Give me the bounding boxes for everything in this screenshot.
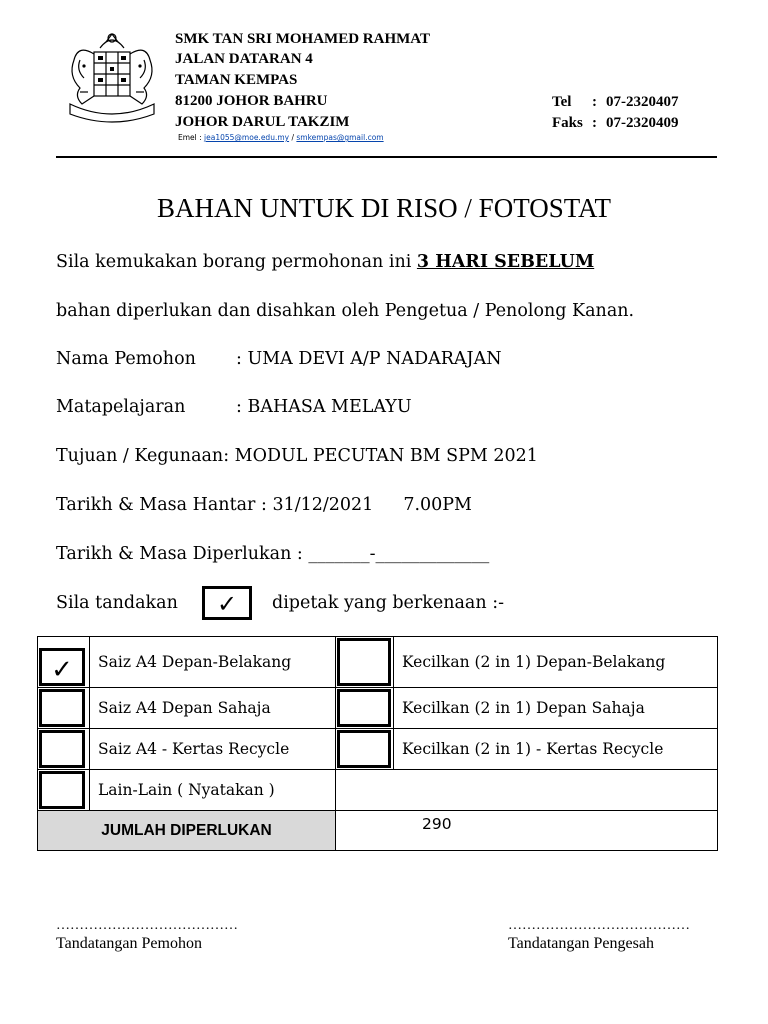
total-row: [38, 811, 718, 851]
address-line-4: JOHOR DARUL TAKZIM: [175, 114, 350, 130]
checkbox-a4-recycle[interactable]: [39, 730, 85, 768]
school-crest-logo: [60, 30, 164, 128]
needed-label: Tarikh & Masa Diperlukan :: [56, 544, 303, 564]
tel-value: 07-2320407: [606, 94, 679, 110]
options-row: [38, 688, 718, 729]
instruction-prefix: Sila kemukakan borang permohonan ini: [56, 252, 417, 272]
total-value: 290: [422, 815, 452, 833]
total-label: JUMLAH DIPERLUKAN: [38, 811, 336, 851]
address-line-3: 81200 JOHOR BAHRU: [175, 93, 328, 109]
option-label-reduce-front: Kecilkan (2 in 1) Depan Sahaja: [394, 688, 718, 729]
submit-row: [56, 495, 472, 515]
options-row: [38, 729, 718, 770]
options-row: [38, 637, 718, 688]
subject-label: Matapelajaran: [56, 397, 186, 417]
approver-signature-label: Tandatangan Pengesah: [508, 935, 654, 952]
instruction-line-1: [56, 252, 594, 272]
fax-line: [552, 115, 679, 132]
instruction-deadline-emphasis: 3 HARI SEBELUM: [416, 252, 595, 272]
tel-colon: :: [592, 94, 597, 110]
checkbox-a4-both[interactable]: [39, 648, 85, 686]
applicant-signature-label: Tandatangan Pemohon: [56, 935, 202, 952]
approver-signature-line: …………………………………: [508, 918, 690, 933]
subject-row: [56, 397, 412, 417]
others-specify-field[interactable]: [336, 770, 718, 811]
tel-label: Tel: [552, 94, 572, 110]
option-label-a4-recycle: Saiz A4 - Kertas Recycle: [90, 729, 336, 770]
option-label-a4-both: Saiz A4 Depan-Belakang: [90, 637, 336, 688]
header-divider: [56, 156, 717, 158]
checkbox-reduce-both[interactable]: [337, 638, 391, 686]
needed-row: [56, 544, 489, 564]
option-label-reduce-recycle: Kecilkan (2 in 1) - Kertas Recycle: [394, 729, 718, 770]
fax-colon: :: [592, 115, 597, 131]
submit-label: Tarikh & Masa Hantar :: [56, 495, 267, 515]
email-line: [178, 133, 384, 142]
address-line-1: JALAN DATARAN 4: [175, 51, 313, 67]
email-separator: /: [291, 133, 294, 142]
option-label-reduce-both: Kecilkan (2 in 1) Depan-Belakang: [394, 637, 718, 688]
options-table: [37, 636, 718, 851]
email-label: Emel :: [178, 133, 202, 142]
needed-value: _______-_____________: [302, 544, 490, 564]
address-line-2: TAMAN KEMPAS: [175, 72, 298, 88]
checkbox-reduce-recycle[interactable]: [337, 730, 391, 768]
options-row: [38, 770, 718, 811]
page-title: BAHAN UNTUK DI RISO / FOTOSTAT: [156, 193, 612, 223]
example-tick-box: [202, 586, 252, 620]
instruction-line-2: bahan diperlukan dan disahkan oleh Pengetua / Penolong Kanan.: [56, 301, 635, 321]
purpose-label: Tujuan / Kegunaan:: [56, 446, 230, 466]
checkmark-icon: ✓: [51, 655, 73, 685]
fax-label: Faks: [552, 115, 583, 131]
tick-instruction-suffix: dipetak yang berkenaan :-: [272, 593, 505, 613]
fax-value: 07-2320409: [606, 115, 679, 131]
option-label-others: Lain-Lain ( Nyatakan ): [90, 770, 336, 811]
school-name: SMK TAN SRI MOHAMED RAHMAT: [175, 31, 430, 47]
tick-instruction-prefix: Sila tandakan: [56, 593, 178, 613]
total-value-cell[interactable]: [336, 811, 718, 851]
purpose-value: MODUL PECUTAN BM SPM 2021: [229, 446, 538, 466]
email-link-1[interactable]: jea1055@moe.edu.my: [204, 133, 290, 142]
applicant-label: Nama Pemohon: [56, 349, 196, 369]
tel-line: [552, 94, 679, 111]
option-label-a4-front: Saiz A4 Depan Sahaja: [90, 688, 336, 729]
applicant-value: : UMA DEVI A/P NADARAJAN: [236, 349, 502, 369]
subject-value: : BAHASA MELAYU: [236, 397, 412, 417]
checkbox-others[interactable]: [39, 771, 85, 809]
applicant-row: [56, 349, 502, 369]
email-link-2[interactable]: smkempas@gmail.com: [296, 133, 384, 142]
submit-time: 7.00PM: [403, 495, 472, 515]
applicant-signature-line: …………………………………: [56, 918, 238, 933]
checkbox-reduce-front[interactable]: [337, 689, 391, 727]
checkmark-icon: ✓: [216, 590, 238, 618]
purpose-row: [56, 446, 538, 466]
checkbox-a4-front[interactable]: [39, 689, 85, 727]
submit-date: 31/12/2021: [266, 495, 374, 515]
